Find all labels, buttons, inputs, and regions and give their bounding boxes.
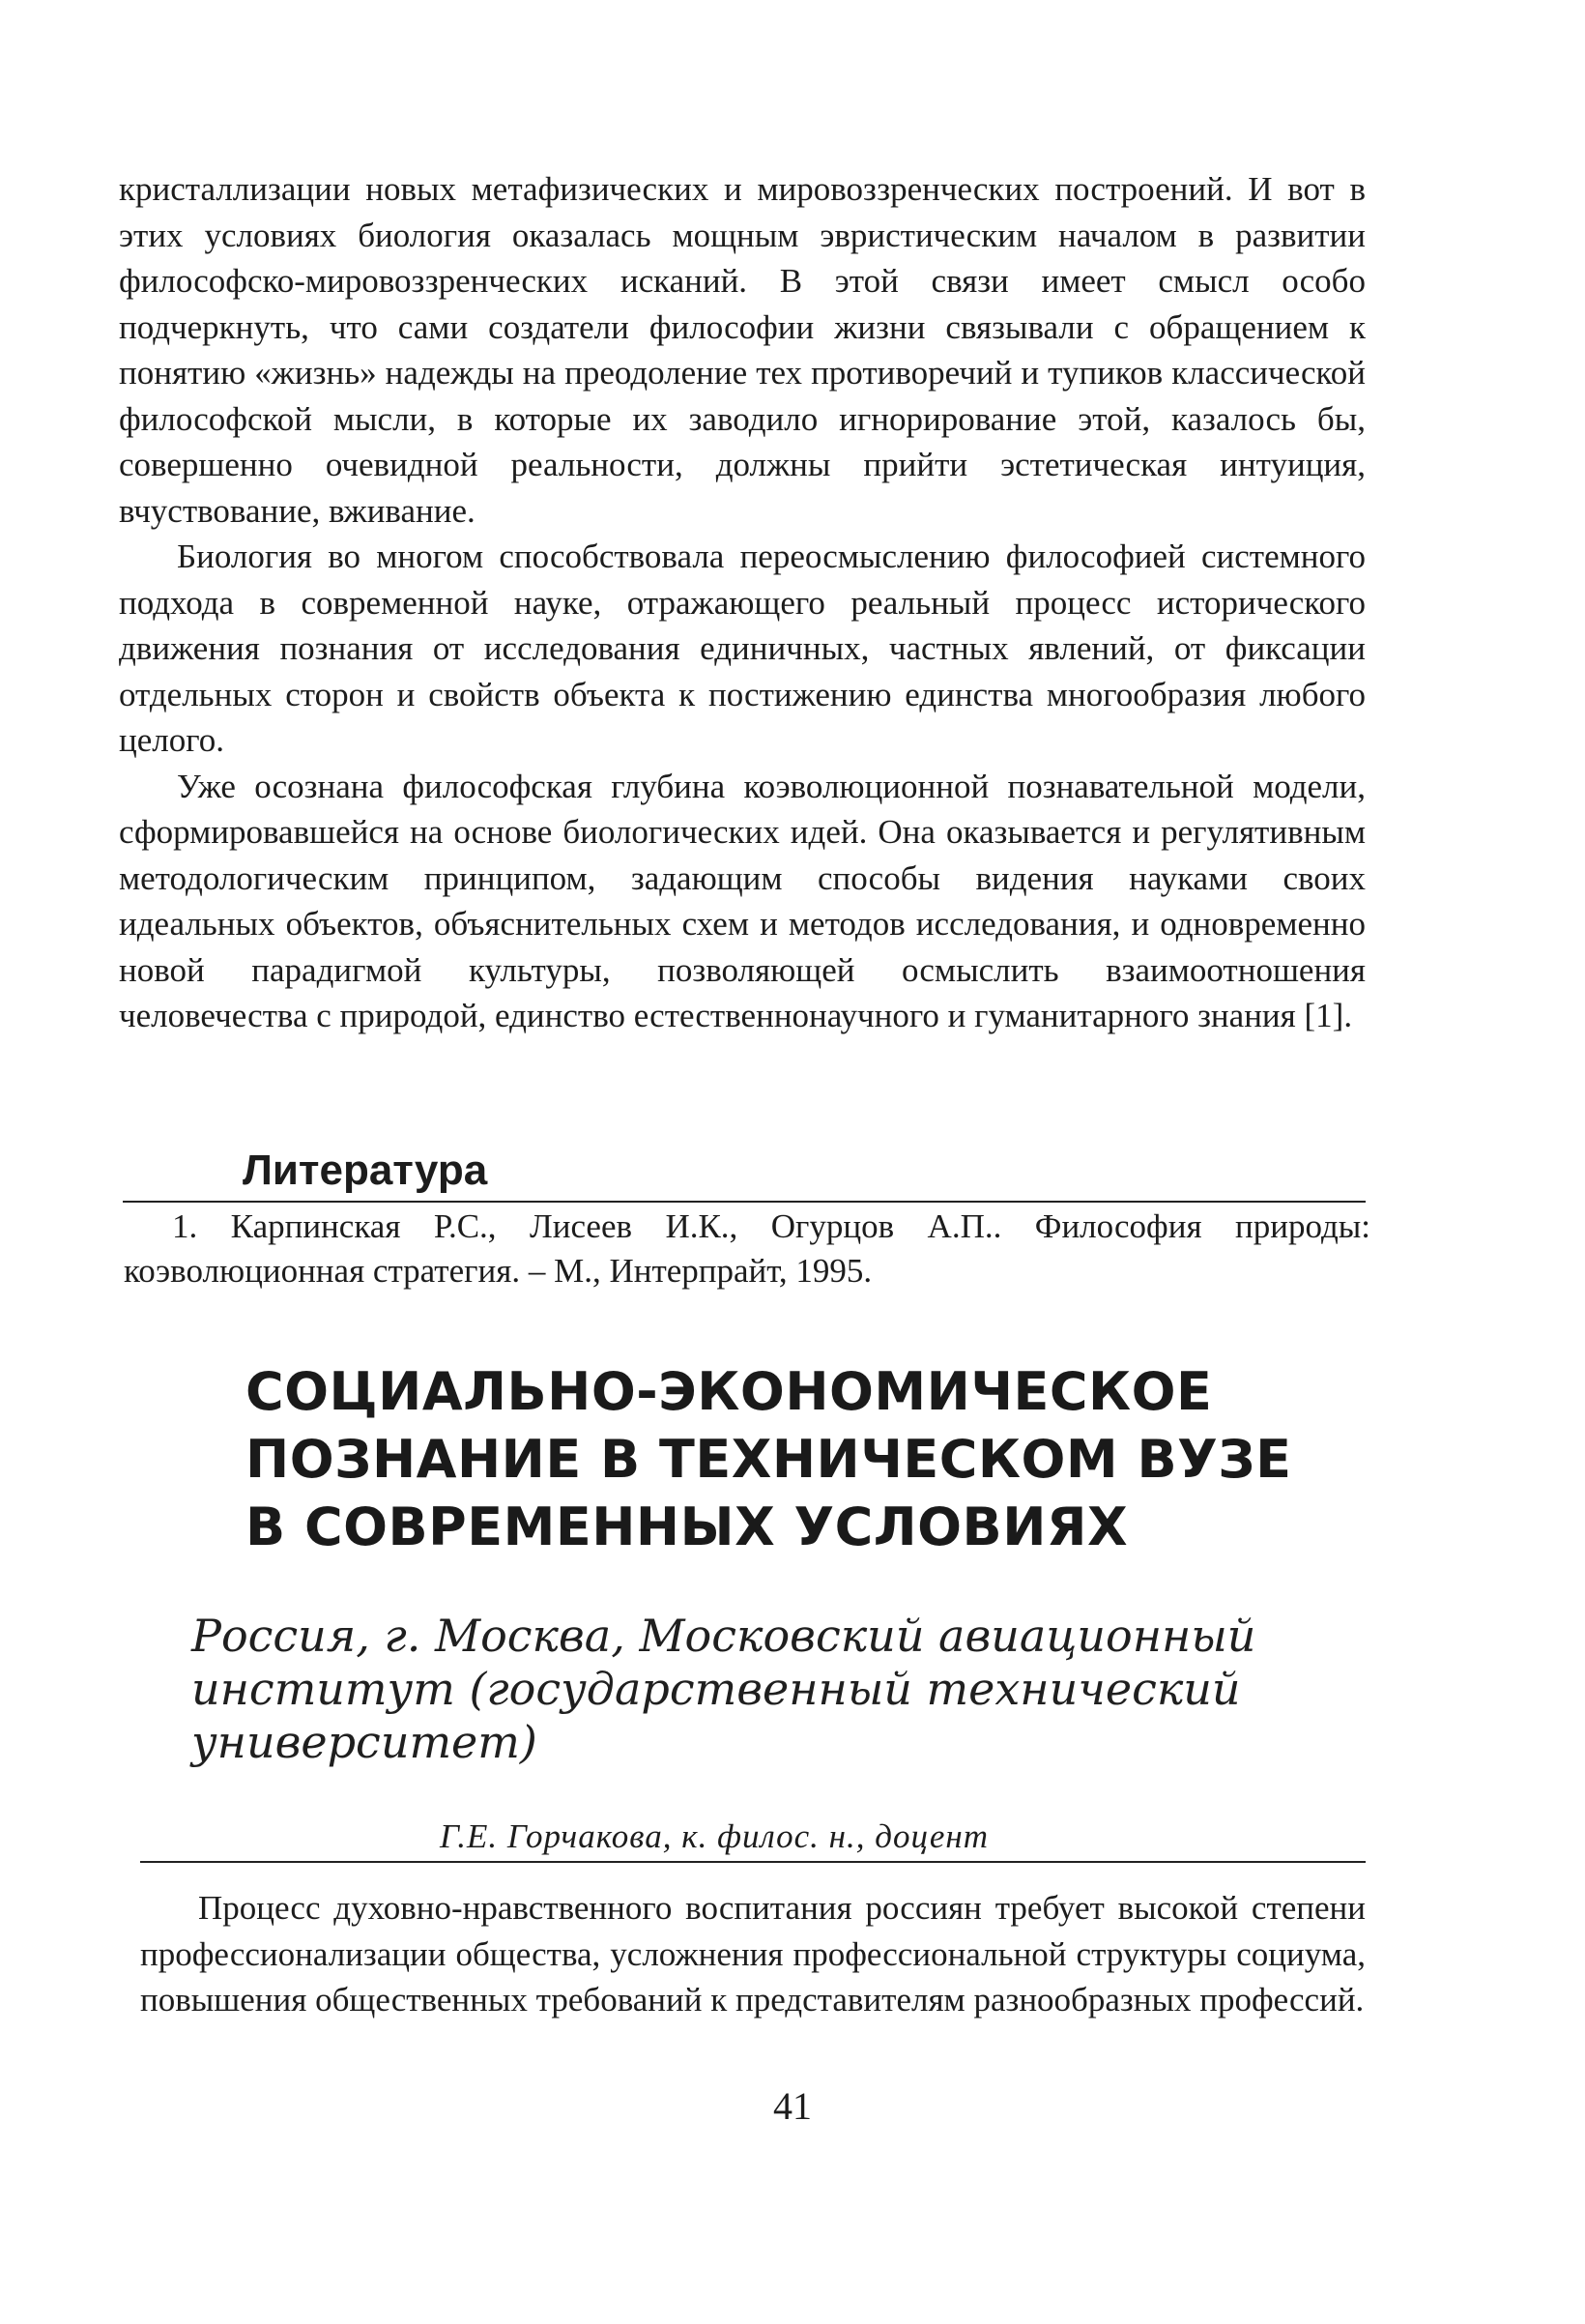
- literature-divider: [123, 1201, 1366, 1203]
- article-author: Г.Е. Горчакова, к. филос. н., доцент: [440, 1817, 990, 1855]
- author-divider: [140, 1861, 1366, 1863]
- article-body: [140, 1885, 1366, 2023]
- article-title: СОЦИАЛЬНО-ЭКОНОМИЧЕСКОЕ ПОЗНАНИЕ В ТЕХНИЧЕСКОМ ВУЗЕ В СОВРЕМЕННЫХ УСЛОВИЯХ: [245, 1361, 1292, 1557]
- page-number: 41: [773, 2084, 812, 2128]
- body-paragraph: кристаллизации новых метафизических и мировоззренческих построений. И вот в этих условиях биология оказалась мощным эвристическим началом в развитии философско-мировоззренческих исканий. В этой связи имеет смысл особо подчеркнуть, что сами создатели философии жизни связывали с обращением к понятию «жизнь» надежды на преодоление тех противоречий и тупиков классической философской мысли, в которые их заводило игнорирование этой, казалось бы, совершенно очевидной реальности, должны прийти эстетическая интуиция, вчуствование, вживание.: [119, 170, 1366, 530]
- literature-heading: Литература: [243, 1147, 488, 1194]
- reference-list: [124, 1205, 1370, 1293]
- body-paragraph: Уже осознана философская глубина коэволюционной познавательной модели, сформировавшейся на основе биологических идей. Она оказывается и регулятивным методологическим принципом, задающим способы видения науками своих идеальных объектов, объяснительных схем и методов исследования, и одновременно новой парадигмой культуры, позволяющей осмыслить взаимоотношения человечества с природой, единство естественнонаучного и гуманитарного знания [1].: [119, 767, 1366, 1034]
- previous-article-body: [119, 166, 1366, 1039]
- reference-item: 1. Карпинская Р.С., Лисеев И.К., Огурцов А.П.. Философия природы: коэволюционная стратегия. – М., Интерпрайт, 1995.: [124, 1207, 1370, 1290]
- article-affiliation: Россия, г. Москва, Московский авиационный институт (государственный технический университет): [191, 1610, 1256, 1768]
- body-paragraph: Процесс духовно-нравственного воспитания россиян требует высокой степени профессионализации общества, усложнения профессиональной структуры социума, повышения общественных требований к представителям разнообразных профессий.: [140, 1889, 1366, 2019]
- body-paragraph: Биология во многом способствовала переосмыслению философией системного подхода в современной науке, отражающего реальный процесс исторического движения познания от исследования единичных, частных явлений, от фиксации отдельных сторон и свойств объекта к постижению единства многообразия любого целого.: [119, 537, 1366, 759]
